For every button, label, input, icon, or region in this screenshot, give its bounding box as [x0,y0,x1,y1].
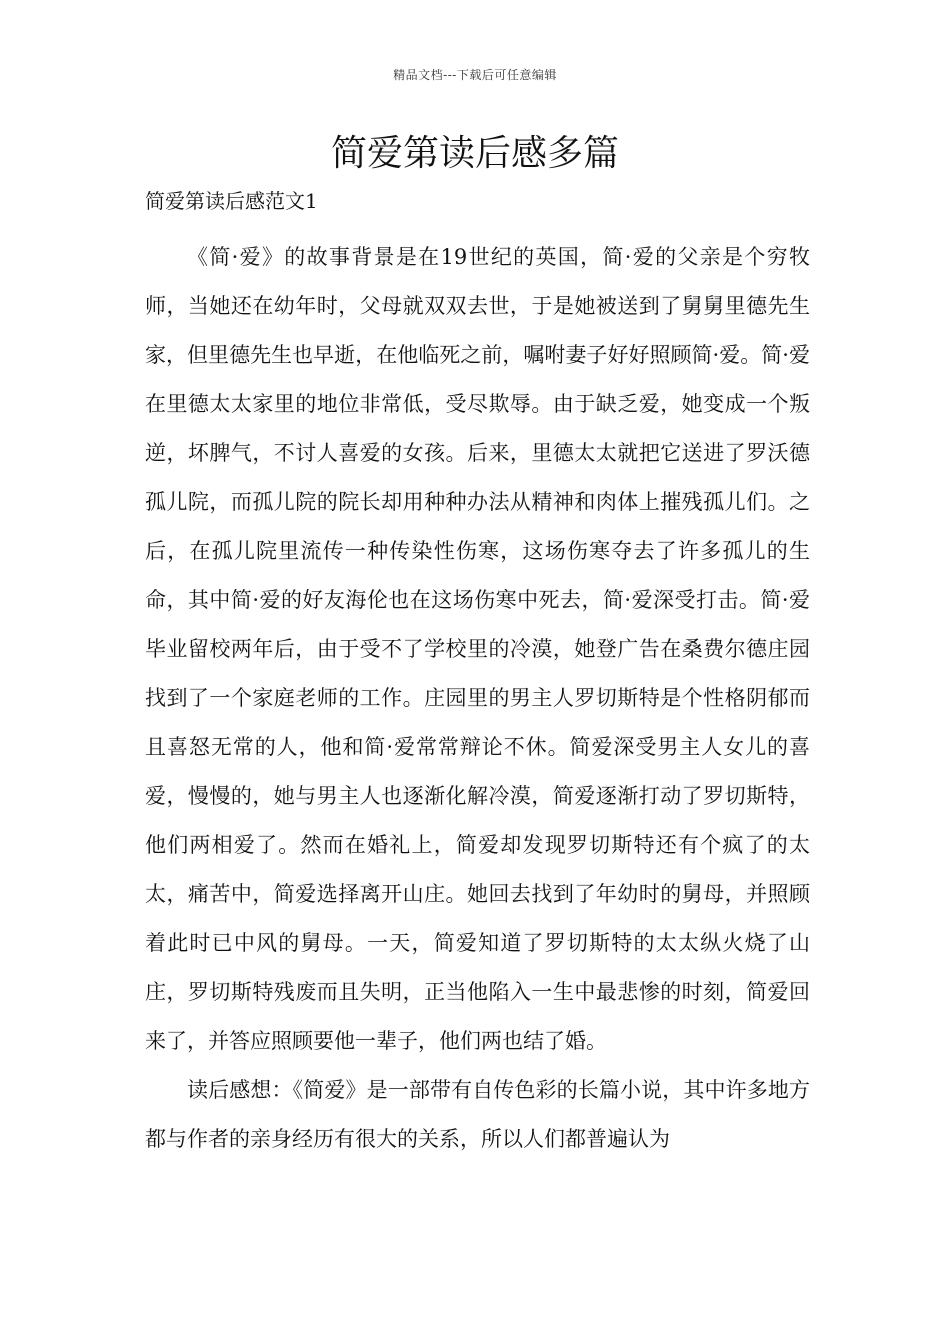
paragraph-story-summary: 《简·爱》的故事背景是在19世纪的英国，简·爱的父亲是个穷牧师，当她还在幼年时，父母就双双去世，于是她被送到了舅舅里德先生家，但里德先生也早逝，在他临死之前，嘱咐妻子好好照顾简·爱。简·爱在里德太太家里的地位非常低，受尽欺辱。由于缺乏爱，她变成一个叛逆，坏脾气，不讨人喜爱的女孩。后来，里德太太就把它送进了罗沃德孤儿院，而孤儿院的院长却用种种办法从精神和肉体上摧残孤儿们。之后，在孤儿院里流传一种传染性伤寒，这场伤寒夺去了许多孤儿的生命，其中简·爱的好友海伦也在这场伤寒中死去，简·爱深受打击。简·爱毕业留校两年后，由于受不了学校里的冷漠，她登广告在桑费尔德庄园找到了一个家庭老师的工作。庄园里的男主人罗切斯特是个性格阴郁而且喜怒无常的人，他和简·爱常常辩论不休。简爱深受男主人女儿的喜爱，慢慢的，她与男主人也逐渐化解冷漠，简爱逐渐打动了罗切斯特，他们两相爱了。然而在婚礼上，简爱却发现罗切斯特还有个疯了的太太，痛苦中，简爱选择离开山庄。她回去找到了年幼时的舅母，并照顾着此时已中风的舅母。一天，简爱知道了罗切斯特的太太纵火烧了山庄，罗切斯特残废而且失明，正当他陷入一生中最悲惨的时刻，简爱回来了，并答应照顾要他一辈子，他们两也结了婚。 [145,245,810,1053]
header-note: 精品文档---下载后可任意编辑 [393,68,557,82]
document-title: 简爱第读后感多篇 [330,133,619,174]
section-heading: 简爱第读后感范文1 [145,189,318,213]
paragraph-reflection: 读后感想：《简爱》是一部带有自传色彩的长篇小说，其中许多地方都与作者的亲身经历有很大的关系，所以人们都普遍认为 [145,1078,810,1151]
body-text [145,233,810,1164]
